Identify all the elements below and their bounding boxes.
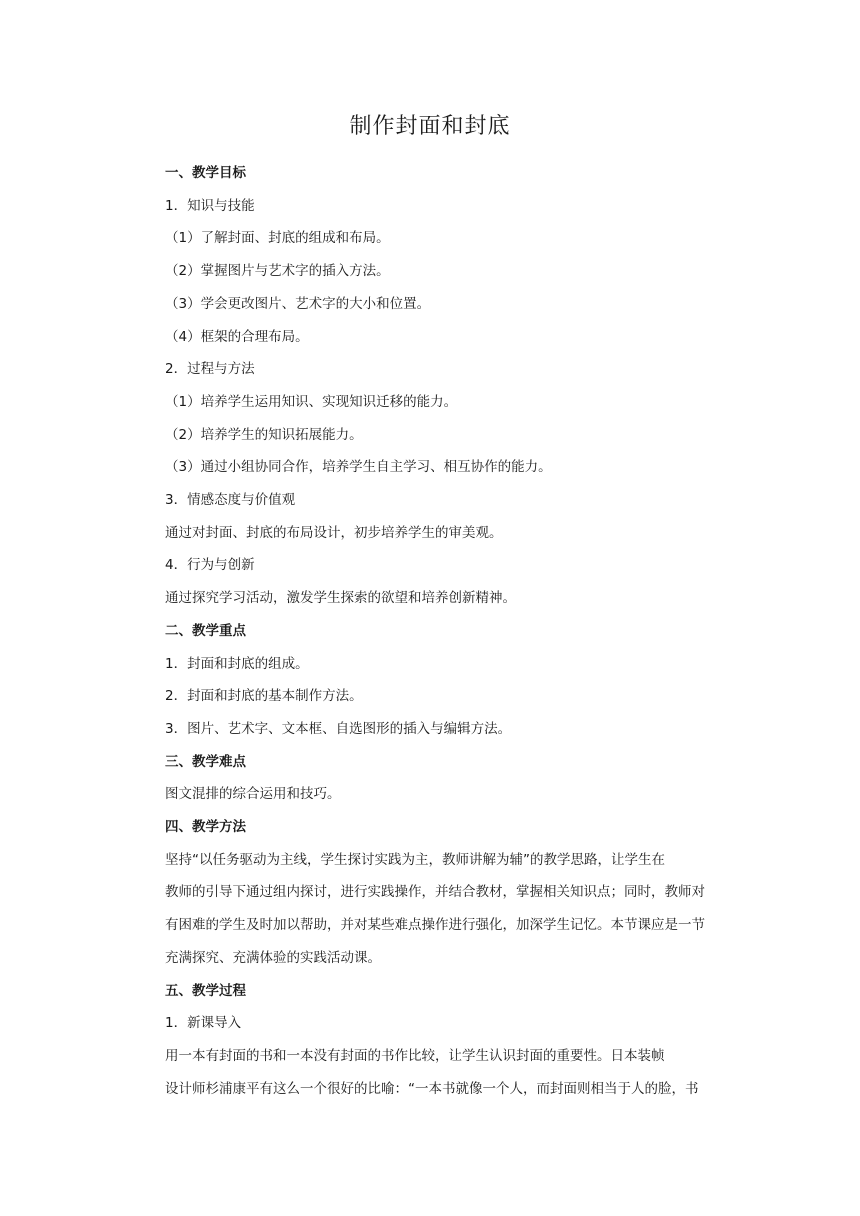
subheading-behavior: 4．行为与创新 [165,557,255,574]
paragraph-line: 有困难的学生及时加以帮助，并对某些难点操作进行强化，加深学生记忆。本节课应是一节 [165,917,705,934]
list-item: （3）通过小组协同合作，培养学生自主学习、相互协作的能力。 [165,459,552,476]
paragraph-line: 充满探究、充满体验的实践活动课。 [165,949,381,966]
subheading-process: 2．过程与方法 [165,361,255,378]
paragraph-line: 坚持“以任务驱动为主线，学生探讨实践为主，教师讲解为辅”的教学思路，让学生在 [165,851,665,868]
list-item: 3．图片、艺术字、文本框、自选图形的插入与编辑方法。 [165,720,512,737]
section-heading-teaching-process: 五、教学过程 [165,982,246,999]
paragraph-line: 设计师杉浦康平有这么一个很好的比喻：“一本书就像一个人，而封面则相当于人的脸，书 [165,1080,699,1097]
list-item: （1）培养学生运用知识、实现知识迁移的能力。 [165,393,458,410]
list-item: 2．封面和封底的基本制作方法。 [165,688,363,705]
paragraph-intro [165,1040,735,1105]
document-body [165,157,735,1105]
section-heading-method: 四、教学方法 [165,819,246,836]
list-item: （2）培养学生的知识拓展能力。 [165,426,363,443]
list-item: （1）了解封面、封底的组成和布局。 [165,230,390,247]
section-heading-key-points: 二、教学重点 [165,622,246,639]
document-title: 制作封面和封底 [349,114,511,139]
list-item: 1．封面和封底的组成。 [165,655,309,672]
list-item: （3）学会更改图片、艺术字的大小和位置。 [165,295,431,312]
subheading-knowledge: 1．知识与技能 [165,197,255,214]
list-item: （4）框架的合理布局。 [165,328,309,345]
paragraph-method [165,844,735,975]
paragraph-difficulty: 图文混排的综合运用和技巧。 [165,786,341,803]
paragraph-line: 教师的引导下通过组内探讨，进行实践操作，并结合教材，掌握相关知识点；同时，教师对 [165,884,705,901]
subheading-intro: 1．新课导入 [165,1015,242,1032]
section-heading-goals: 一、教学目标 [165,165,246,181]
paragraph-line: 用一本有封面的书和一本没有封面的书作比较，让学生认识封面的重要性。日本装帧 [165,1047,665,1064]
paragraph-emotion: 通过对封面、封底的布局设计，初步培养学生的审美观。 [165,524,503,541]
list-item: （2）掌握图片与艺术字的插入方法。 [165,263,390,280]
subheading-emotion: 3．情感态度与价值观 [165,492,296,509]
paragraph-behavior: 通过探究学习活动，激发学生探索的欲望和培养创新精神。 [165,590,516,607]
section-heading-difficulty: 三、教学难点 [165,753,246,770]
